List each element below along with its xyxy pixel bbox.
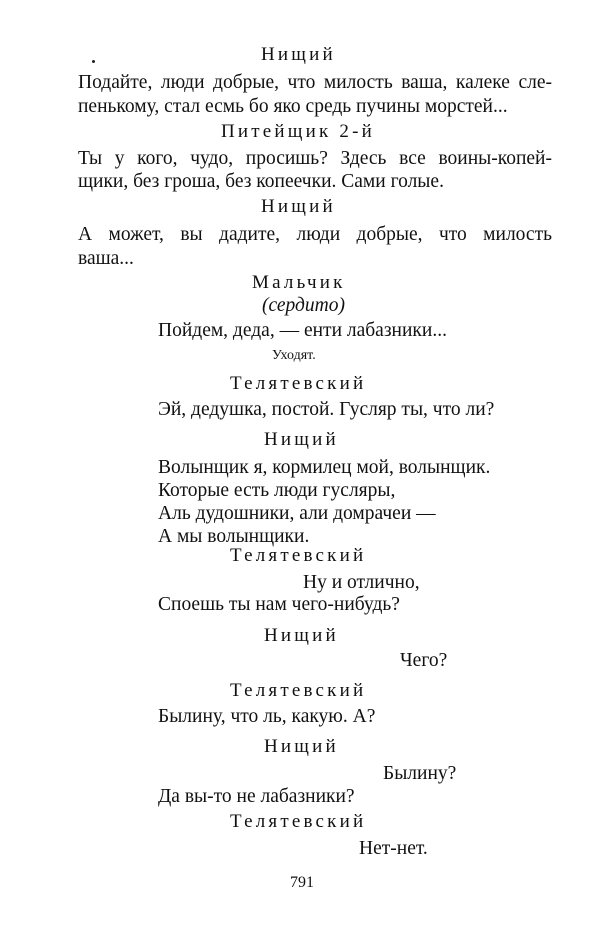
speaker-name: Телятевский bbox=[230, 680, 367, 701]
dialogue-line: ваша... bbox=[78, 248, 134, 269]
speaker-name: Телятевский bbox=[230, 373, 367, 394]
dialogue-line: Да вы-то не лабазники? bbox=[158, 786, 355, 807]
dialogue-line: пенькому, стал есмь бо яко средь пучины морстей... bbox=[78, 96, 508, 117]
speaker-name: Мальчик bbox=[252, 272, 346, 293]
dialogue-line: Подайте, люди добрые, что милость ваша, калеке сле- bbox=[78, 72, 552, 93]
dialogue-line: Эй, дедушка, постой. Гусляр ты, что ли? bbox=[158, 399, 495, 420]
stage-direction: Уходят. bbox=[272, 348, 316, 363]
speaker-name: Нищий bbox=[264, 736, 339, 757]
speaker-name: Нищий bbox=[264, 625, 339, 646]
dialogue-line: Пойдем, деда, — енти лабазники... bbox=[158, 320, 447, 341]
speaker-name: Нищий bbox=[261, 196, 336, 217]
dialogue-line: Которые есть люди гусляры, bbox=[158, 480, 396, 501]
page-number: 791 bbox=[290, 874, 314, 891]
dialogue-line: А может, вы дадите, люди добрые, что милость bbox=[78, 224, 552, 245]
dialogue-line: А мы волынщики. bbox=[158, 526, 310, 547]
dialogue-line: Ну и отлично, bbox=[303, 572, 420, 593]
dialogue-line: Споешь ты нам чего-нибудь? bbox=[158, 594, 400, 615]
dialogue-line: щики, без гроша, без копеечки. Сами голые. bbox=[78, 171, 444, 192]
speaker-name: Телятевский bbox=[230, 811, 367, 832]
speaker-name: Телятевский bbox=[230, 545, 367, 566]
dialogue-line: Аль дудошники, али домрачеи — bbox=[158, 503, 436, 524]
ink-speck bbox=[92, 60, 95, 63]
dialogue-line: Волынщик я, кормилец мой, волынщик. bbox=[158, 457, 491, 478]
speaker-name: Питейщик 2-й bbox=[221, 121, 375, 142]
dialogue-line: Былину, что ль, какую. А? bbox=[158, 706, 376, 727]
dialogue-line: Чего? bbox=[400, 650, 448, 671]
speaker-name: Нищий bbox=[264, 429, 339, 450]
speaker-name: Нищий bbox=[261, 44, 336, 65]
stage-direction: (сердито) bbox=[262, 295, 345, 316]
dialogue-line: Былину? bbox=[383, 763, 457, 784]
dialogue-line: Ты у кого, чудо, просишь? Здесь все воины-копей- bbox=[78, 148, 552, 169]
dialogue-line: Нет-нет. bbox=[359, 838, 428, 859]
